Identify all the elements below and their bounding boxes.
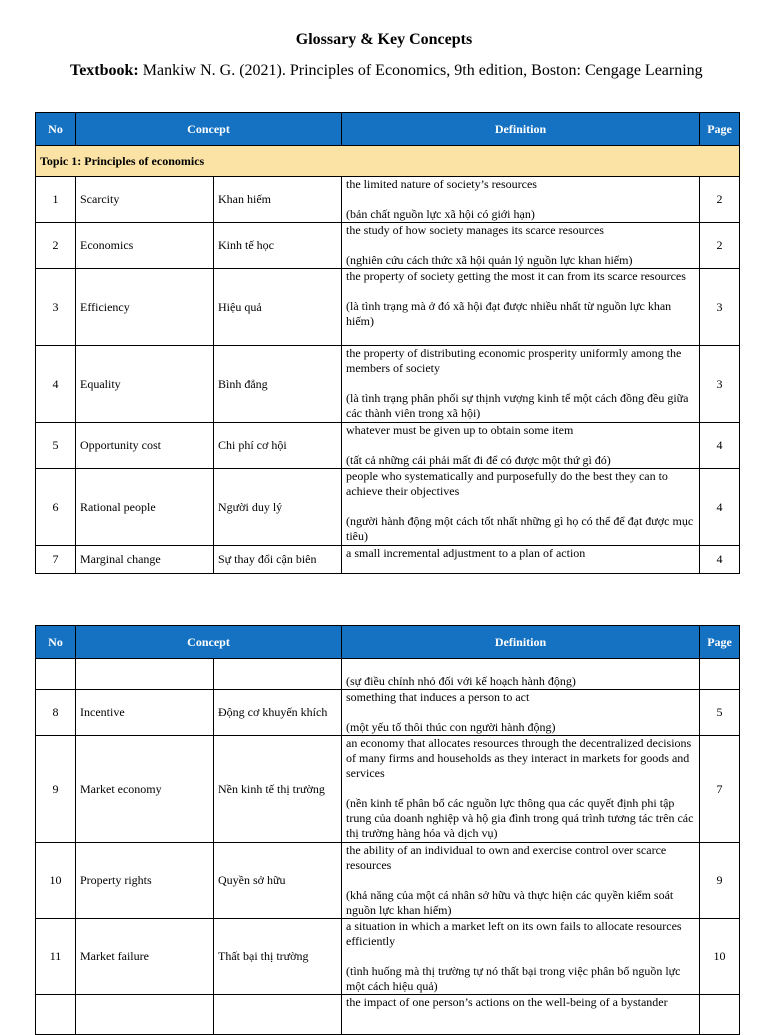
header-concept: Concept (76, 626, 342, 659)
definition (342, 995, 700, 1035)
row-no: 11 (36, 919, 76, 995)
definition-vi: (sự điều chỉnh nhỏ đối với kế hoạch hành động) (346, 674, 576, 688)
table-row (36, 223, 740, 269)
definition (342, 546, 700, 574)
row-no: 5 (36, 423, 76, 469)
definition (342, 177, 700, 223)
definition-en: a small incremental adjustment to a plan of action (346, 546, 586, 560)
topic-row (36, 146, 740, 177)
definition (342, 690, 700, 736)
header-page: Page (700, 113, 740, 146)
definition (342, 269, 700, 346)
concept-en: Rational people (76, 469, 214, 546)
concept-vi: Người duy lý (214, 469, 342, 546)
concept-en: Opportunity cost (76, 423, 214, 469)
row-no: 10 (36, 843, 76, 919)
row-no (36, 995, 76, 1035)
row-no: 4 (36, 346, 76, 423)
definition-en: whatever must be given up to obtain some item (346, 423, 574, 437)
definition-en: something that induces a person to act (346, 690, 530, 704)
definition (342, 423, 700, 469)
row-page: 3 (700, 346, 740, 423)
document-title: Glossary & Key Concepts (295, 31, 473, 48)
definition-en: an economy that allocates resources through the decentralized decisions of many firms and households as they interact in markets for goods and services (346, 736, 692, 780)
row-page: 2 (700, 223, 740, 269)
table-row (36, 690, 740, 736)
row-page: 5 (700, 690, 740, 736)
table-row (36, 423, 740, 469)
definition-en: a situation in which a market left on its own fails to allocate resources efficiently (346, 919, 682, 948)
table-row (36, 995, 740, 1035)
concept-vi: Hiệu quả (214, 269, 342, 346)
definition-en: the impact of one person’s actions on the well-being of a bystander (346, 995, 668, 1009)
definition (342, 843, 700, 919)
definition-vi: (nền kinh tế phân bổ các nguồn lực thông qua các quyết định phi tập trung của doanh nghiệp và hộ gia đình trong quá trình tương tác trên các thị trường hàng hóa và dịch vụ) (346, 796, 694, 840)
concept-en: Economics (76, 223, 214, 269)
concept-en: Market failure (76, 919, 214, 995)
definition-vi: (người hành động một cách tốt nhất những gì họ có thể để đạt được mục tiêu) (346, 514, 694, 543)
glossary-table-1 (35, 112, 740, 574)
concept-vi: Chi phí cơ hội (214, 423, 342, 469)
table-row (36, 659, 740, 690)
definition-vi: (tất cả những cái phải mất đi để có được một thứ gì đó) (346, 453, 611, 467)
definition-vi: (bản chất nguồn lực xã hội có giới hạn) (346, 207, 535, 221)
row-page: 7 (700, 736, 740, 843)
glossary-table-2 (35, 625, 740, 1035)
definition (342, 469, 700, 546)
concept-en: Equality (76, 346, 214, 423)
definition (342, 736, 700, 843)
header-definition: Definition (342, 626, 700, 659)
concept-en: Market economy (76, 736, 214, 843)
definition-vi: (là tình trạng phân phối sự thịnh vượng kinh tế một cách đồng đều giữa các thành viên trong xã hội) (346, 391, 689, 420)
concept-en: Efficiency (76, 269, 214, 346)
concept-en (76, 995, 214, 1035)
header-page: Page (700, 626, 740, 659)
concept-vi: Thất bại thị trường (214, 919, 342, 995)
table-header-row (36, 113, 740, 146)
concept-vi: Sự thay đổi cận biên (214, 546, 342, 574)
definition-vi: (một yếu tố thôi thúc con người hành động) (346, 720, 556, 734)
concept-en: Marginal change (76, 546, 214, 574)
concept-vi: Khan hiếm (214, 177, 342, 223)
header-definition: Definition (342, 113, 700, 146)
row-page: 2 (700, 177, 740, 223)
concept-vi: Kinh tế học (214, 223, 342, 269)
concept-vi (214, 995, 342, 1035)
definition (342, 659, 700, 690)
concept-vi: Nền kinh tế thị trường (214, 736, 342, 843)
header-concept: Concept (76, 113, 342, 146)
row-page: 9 (700, 843, 740, 919)
definition-en: the study of how society manages its scarce resources (346, 223, 604, 237)
textbook-reference (70, 60, 730, 81)
row-page: 4 (700, 423, 740, 469)
row-no: 2 (36, 223, 76, 269)
definition-en: the limited nature of society’s resources (346, 177, 537, 191)
definition-en: the property of society getting the most it can from its scarce resources (346, 269, 686, 283)
row-no: 3 (36, 269, 76, 346)
row-no: 9 (36, 736, 76, 843)
row-page: 4 (700, 546, 740, 574)
row-no: 1 (36, 177, 76, 223)
table-header-row (36, 626, 740, 659)
concept-vi: Quyền sở hữu (214, 843, 342, 919)
row-page: 3 (700, 269, 740, 346)
table-row (36, 177, 740, 223)
table-row (36, 919, 740, 995)
definition-vi: (nghiên cứu cách thức xã hội quản lý nguồn lực khan hiếm) (346, 253, 633, 267)
definition-vi: (là tình trạng mà ở đó xã hội đạt được nhiều nhất từ nguồn lực khan hiếm) (346, 299, 672, 328)
table-row (36, 346, 740, 423)
row-page: 4 (700, 469, 740, 546)
concept-vi: Động cơ khuyến khích (214, 690, 342, 736)
concept-en: Property rights (76, 843, 214, 919)
definition-vi: (tình huống mà thị trường tự nó thất bại trong việc phân bổ nguồn lực một cách hiệu quả) (346, 964, 681, 993)
definition-en: the property of distributing economic prosperity uniformly among the members of society (346, 346, 682, 375)
row-no: 6 (36, 469, 76, 546)
definition (342, 919, 700, 995)
concept-vi: Bình đẳng (214, 346, 342, 423)
table-row (36, 546, 740, 574)
table-row (36, 469, 740, 546)
table-row (36, 269, 740, 346)
concept-en: Scarcity (76, 177, 214, 223)
concept-en: Incentive (76, 690, 214, 736)
header-no: No (36, 113, 76, 146)
table-row (36, 736, 740, 843)
header-no: No (36, 626, 76, 659)
table-row (36, 843, 740, 919)
definition (342, 346, 700, 423)
row-page (700, 995, 740, 1035)
definition-en: the ability of an individual to own and exercise control over scarce resources (346, 843, 667, 872)
row-no: 8 (36, 690, 76, 736)
definition-en: people who systematically and purposefully do the best they can to achieve their objectives (346, 469, 668, 498)
definition-vi: (khả năng của một cá nhân sở hữu và thực hiện các quyền kiểm soát nguồn lực khan hiếm) (346, 888, 674, 917)
row-no: 7 (36, 546, 76, 574)
textbook-citation: Mankiw N. G. (2021). Principles of Economics, 9th edition, Boston: Cengage Learning (142, 62, 703, 79)
row-page: 10 (700, 919, 740, 995)
definition (342, 223, 700, 269)
textbook-label: Textbook: (70, 62, 139, 79)
topic-title: Topic 1: Principles of economics (36, 146, 740, 177)
